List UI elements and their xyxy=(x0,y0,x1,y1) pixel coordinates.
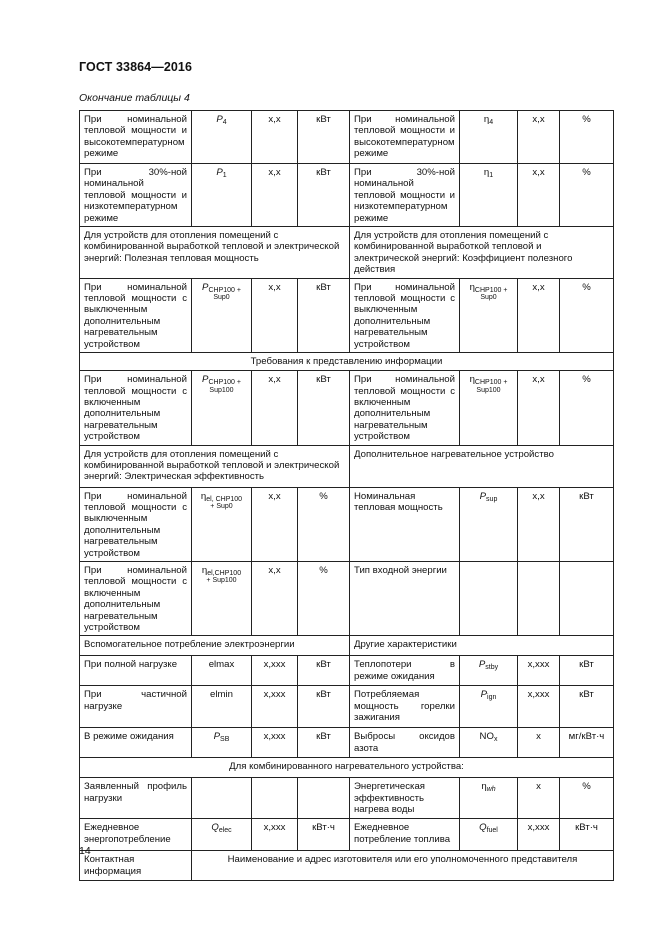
section-row xyxy=(80,636,614,656)
row-description: При номинальной тепловой мощности с включенным дополнительным нагревательным устройством xyxy=(80,371,192,445)
symbol-cell: $\eta_{wh}$ xyxy=(460,778,518,819)
table-row xyxy=(80,728,614,758)
unit-cell: % xyxy=(560,371,614,445)
table-row xyxy=(80,561,614,635)
symbol-cell: $P_{CHP100 +}$ Sup100 xyxy=(192,371,252,445)
unit-cell: % xyxy=(560,278,614,352)
section-heading: Дополнительное нагревательное устройство xyxy=(350,445,614,487)
unit-cell: кВт xyxy=(298,371,350,445)
empty-cell xyxy=(298,778,350,819)
symbol-cell: $P_{stby}$ xyxy=(460,656,518,686)
unit-cell: кВт xyxy=(298,728,350,758)
section-heading: Требования к представлению информации xyxy=(80,353,614,371)
value-cell: x,x xyxy=(518,111,560,164)
row-description: Теплопотери в режиме ожидания xyxy=(350,656,460,686)
section-heading: Другие характеристики xyxy=(350,636,614,656)
table-row xyxy=(80,778,614,819)
unit-cell: % xyxy=(560,778,614,819)
empty-cell xyxy=(560,561,614,635)
value-cell: x,x xyxy=(518,278,560,352)
row-description: Энергетическая эффективность нагрева воды xyxy=(350,778,460,819)
unit-cell: % xyxy=(298,561,350,635)
row-description: Ежедневное энергопотребление xyxy=(80,819,192,851)
empty-cell xyxy=(518,561,560,635)
unit-cell: кВт·ч xyxy=(298,819,350,851)
unit-cell: кВт·ч xyxy=(560,819,614,851)
value-cell: x,x xyxy=(518,371,560,445)
symbol-cell: $P_{CHP100 +}$ Sup0 xyxy=(192,278,252,352)
table-caption: Окончание таблицы 4 xyxy=(79,92,190,104)
value-cell: x,x xyxy=(518,487,560,561)
section-heading: Для устройств для отопления помещений с комбинированной выработкой тепловой и электрической энергий: Электрическая эффективность xyxy=(80,445,350,487)
table-row xyxy=(80,487,614,561)
row-description: При номинальной тепловой мощности с выключенным дополнительным нагревательным устройством xyxy=(350,278,460,352)
page-number: 14 xyxy=(79,845,91,857)
value-cell: x,xxx xyxy=(252,686,298,728)
unit-cell: кВт xyxy=(298,111,350,164)
value-cell: x,x xyxy=(252,487,298,561)
table-row xyxy=(80,851,614,881)
symbol-cell: $P_4$ xyxy=(192,111,252,164)
section-row xyxy=(80,758,614,778)
unit-cell: кВт xyxy=(298,164,350,227)
value-cell: x,x xyxy=(252,111,298,164)
value-cell: x xyxy=(518,778,560,819)
table-row xyxy=(80,819,614,851)
symbol-cell: $\eta_{el,CHP100}$ + Sup100 xyxy=(192,561,252,635)
unit-cell: кВт xyxy=(560,487,614,561)
section-row xyxy=(80,445,614,487)
unit-cell: кВт xyxy=(560,686,614,728)
row-description: При номинальной тепловой мощности с выключенным дополнительным нагревательным устройством xyxy=(80,278,192,352)
unit-cell: кВт xyxy=(298,656,350,686)
row-description: Заявленный профиль нагрузки xyxy=(80,778,192,819)
row-description: При номинальной тепловой мощности и высокотемпературном режиме xyxy=(80,111,192,164)
row-description: При номинальной тепловой мощности с включенным дополнительным нагревательным устройством xyxy=(350,371,460,445)
symbol-cell: $Q_{elec}$ xyxy=(192,819,252,851)
section-heading: Для устройств для отопления помещений с комбинированной выработкой тепловой и электрической энергий: Полезная тепловая мощность xyxy=(80,227,350,279)
row-description: При номинальной тепловой мощности с выключенным дополнительным нагревательным устройством xyxy=(80,487,192,561)
row-description: Номинальная тепловая мощность xyxy=(350,487,460,561)
section-heading: Для устройств для отопления помещений с комбинированной выработкой тепловой и электрической энергий: Коэффициент полезного действия xyxy=(350,227,614,279)
document-header: ГОСТ 33864—2016 xyxy=(79,60,193,74)
symbol-cell: $\eta_1$ xyxy=(460,164,518,227)
value-cell: x,x xyxy=(518,164,560,227)
unit-cell: кВт xyxy=(560,656,614,686)
value-cell: x,xxx xyxy=(252,819,298,851)
unit-cell: кВт xyxy=(298,278,350,352)
value-cell: x,x xyxy=(252,164,298,227)
value-cell: x,xxx xyxy=(518,656,560,686)
row-description: При 30%-ной номинальной тепловой мощности и низкотемпературном режиме xyxy=(350,164,460,227)
value-cell: x,xxx xyxy=(252,728,298,758)
symbol-cell: $P_1$ xyxy=(192,164,252,227)
symbol-cell: $\eta_4$ xyxy=(460,111,518,164)
contact-info-text: Наименование и адрес изготовителя или его уполномоченного представителя xyxy=(192,851,614,881)
row-description: Потребляемая мощность горелки зажигания xyxy=(350,686,460,728)
unit-cell: кВт xyxy=(298,686,350,728)
table-row xyxy=(80,278,614,352)
value-cell: x,xxx xyxy=(252,656,298,686)
table-row xyxy=(80,164,614,227)
spec-table xyxy=(79,110,614,881)
table-row xyxy=(80,371,614,445)
symbol-cell: $NO_x$ xyxy=(460,728,518,758)
symbol-cell: $P_{SB}$ xyxy=(192,728,252,758)
symbol-cell: $P_{ign}$ xyxy=(460,686,518,728)
value-cell: x,xxx xyxy=(518,686,560,728)
symbol-cell: $\eta_{el, CHP100}$ + Sup0 xyxy=(192,487,252,561)
section-heading: Для комбинированного нагревательного устройства: xyxy=(80,758,614,778)
row-description: Ежедневное потребление топлива xyxy=(350,819,460,851)
row-description: Выбросы оксидов азота xyxy=(350,728,460,758)
row-description: Тип входной энергии xyxy=(350,561,460,635)
symbol-cell: $Q_{fuel}$ xyxy=(460,819,518,851)
value-cell: x xyxy=(518,728,560,758)
unit-cell: % xyxy=(560,111,614,164)
unit-cell: мг/кВт·ч xyxy=(560,728,614,758)
symbol-cell: $\eta_{CHP100 +}$ Sup0 xyxy=(460,278,518,352)
value-cell: x,x xyxy=(252,278,298,352)
unit-cell: % xyxy=(560,164,614,227)
empty-cell xyxy=(252,778,298,819)
section-row xyxy=(80,353,614,371)
table-row xyxy=(80,111,614,164)
empty-cell xyxy=(460,561,518,635)
value-cell: x,xxx xyxy=(518,819,560,851)
row-description: Контактная информация xyxy=(80,851,192,881)
row-description: При частичной нагрузке xyxy=(80,686,192,728)
row-description: При номинальной тепловой мощности и высокотемпературном режиме xyxy=(350,111,460,164)
symbol-cell: elmax xyxy=(192,656,252,686)
symbol-cell: $\eta_{CHP100 +}$ Sup100 xyxy=(460,371,518,445)
section-row xyxy=(80,227,614,279)
unit-cell: % xyxy=(298,487,350,561)
row-description: При 30%-ной номинальной тепловой мощности и низкотемпературном режиме xyxy=(80,164,192,227)
value-cell: x,x xyxy=(252,561,298,635)
row-description: При номинальной тепловой мощности с включенным дополнительным нагревательным устройством xyxy=(80,561,192,635)
empty-cell xyxy=(192,778,252,819)
table-row xyxy=(80,686,614,728)
table-row xyxy=(80,656,614,686)
row-description: При полной нагрузке xyxy=(80,656,192,686)
section-heading: Вспомогательное потребление электроэнергии xyxy=(80,636,350,656)
symbol-cell: elmin xyxy=(192,686,252,728)
row-description: В режиме ожидания xyxy=(80,728,192,758)
symbol-cell: $P_{sup}$ xyxy=(460,487,518,561)
value-cell: x,x xyxy=(252,371,298,445)
